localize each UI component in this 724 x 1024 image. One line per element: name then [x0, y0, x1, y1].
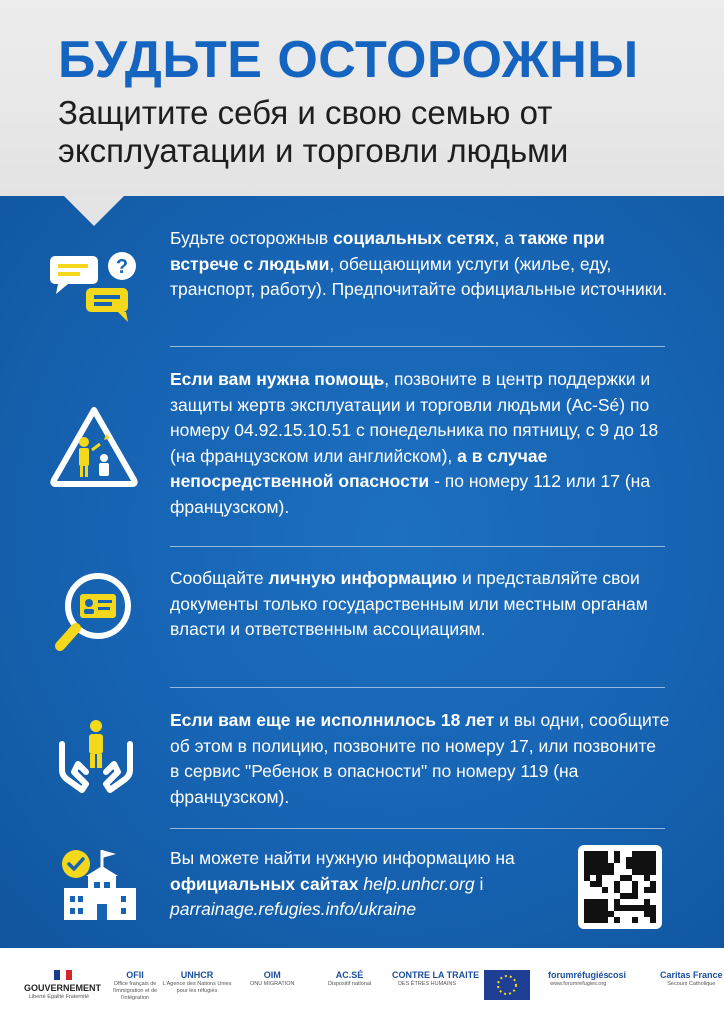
gouvernement-logo — [24, 970, 101, 1001]
subtitle-line-1: Защитите себя и свою семью от — [58, 94, 553, 131]
svg-text:?: ? — [115, 256, 129, 278]
logo-caption: www.forumrefugies.org — [550, 981, 607, 987]
qr-code[interactable] — [578, 845, 662, 929]
logo-label: OIM — [263, 970, 281, 980]
text-run: Сообщайте — [170, 568, 269, 588]
logo-caption: Office français de l'immigration et de l'intégration — [112, 981, 158, 1001]
text-run: , позвоните в центр поддержки и защиты жертв эксплуатации и торговли людьми (Ac-Sé) по номеру 04.92.15.10.51 с понедельника по пятницу, с 9 до 18 (на французском или английском), — [170, 369, 659, 466]
qr-module — [650, 917, 656, 923]
text-run: а в случае непосредственной опасности — [170, 445, 548, 491]
logo-caption: Liberté Égalité Fraternité — [28, 994, 90, 1000]
oim-logo — [250, 970, 295, 988]
chat-bubbles-icon — [48, 248, 140, 326]
divider — [170, 828, 665, 829]
text-run: официальных сайтах — [170, 873, 359, 894]
text-run: і — [474, 873, 484, 894]
logo-caption: L'Agence des Nations Unies pour les réfugiés — [162, 981, 232, 994]
ofii-logo — [100, 970, 170, 1002]
logo-label: AC.SÉ — [335, 970, 364, 980]
cosi-logo — [608, 970, 626, 981]
section-official-sites-text — [170, 846, 570, 923]
text-run: , а — [494, 228, 519, 248]
section-minors-text — [170, 708, 670, 810]
logo-label: GOUVERNEMENT — [24, 983, 102, 993]
divider — [170, 346, 665, 347]
child-hands-icon — [56, 714, 136, 794]
divider — [170, 687, 665, 688]
logo-caption: Secours Catholique — [667, 981, 716, 987]
logo-label: UNHCR — [180, 970, 214, 980]
acse-logo — [328, 970, 371, 988]
page-title: БУДЬТЕ ОСТОРОЖНЫ — [58, 31, 639, 89]
text-run: Если вам еще не исполнилось 18 лет — [170, 710, 495, 730]
text-run: и представляйте свои документы только государственным или местным органам власти и ответственным ассоциациям. — [170, 568, 648, 639]
divider — [170, 546, 665, 547]
logo-label: forumréfugiés — [548, 970, 609, 980]
contre-la-traite-logo — [392, 970, 479, 988]
text-run: социальных сетях — [333, 228, 495, 248]
forum-refugies-logo — [548, 970, 609, 988]
logo-label: cosi — [608, 970, 627, 980]
panel-notch — [64, 196, 124, 226]
text-run: личную информацию — [268, 568, 458, 588]
warning-triangle-icon — [48, 404, 140, 488]
logo-label: Caritas France — [660, 970, 723, 980]
section-social-media-text — [170, 226, 670, 303]
section-personal-info-text — [170, 566, 670, 643]
text-run: - по номеру 112 или 17 (на французском). — [170, 471, 651, 517]
text-run: и вы одни, сообщите об этом в полицию, позвоните по номеру 17, или позвоните в сервис "Ребенок в опасности" по номеру 119 (на французском). — [170, 710, 670, 807]
logo-label: CONTRE LA TRAITE — [392, 970, 480, 980]
caritas-logo — [660, 970, 723, 988]
page-subtitle — [58, 94, 568, 170]
section-help-text — [170, 367, 670, 520]
logo-caption: Dispositif national — [328, 981, 372, 987]
text-run: Если вам нужна помощь — [170, 369, 385, 389]
logo-caption: ONU MIGRATION — [250, 981, 295, 987]
logo-label: OFII — [126, 970, 144, 980]
official-building-check-icon — [58, 846, 140, 924]
logo-caption: DES ÊTRES HUMAINS — [397, 981, 457, 987]
text-run: , обещающими услуги (жилье, еду, транспорт, работу). Предпочитайте официальные источники. — [170, 253, 668, 299]
subtitle-line-2: эксплуатации и торговли людьми — [58, 132, 569, 169]
qr-code-pattern — [584, 851, 656, 923]
unhcr-logo — [162, 970, 232, 995]
eu-flag-logo — [484, 970, 530, 1003]
text-run: также при встрече с людьми — [170, 228, 605, 274]
text-run: Вы можете найти нужную информацию на — [170, 848, 515, 868]
text-run[interactable]: help.unhcr.org — [363, 873, 475, 894]
text-run[interactable]: parrainage.refugies.info/ukraine — [170, 899, 417, 919]
text-run: Будьте осторожныв — [170, 228, 334, 248]
magnifier-id-card-icon — [54, 570, 134, 654]
